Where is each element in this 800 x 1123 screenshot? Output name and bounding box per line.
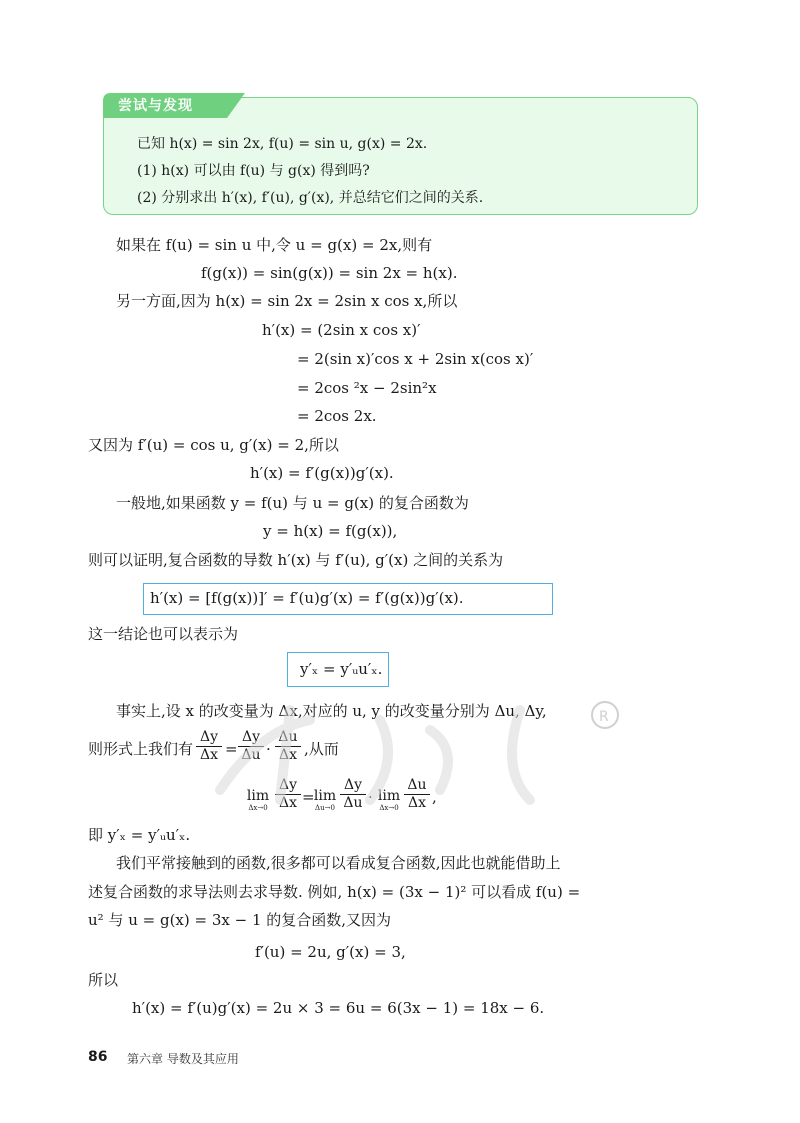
- fraction-numerator: Δy: [241, 729, 261, 745]
- paragraph-4: 一般地,如果函数 y = f(u) 与 u = g(x) 的复合函数为: [116, 494, 469, 512]
- limit-word: lim: [313, 788, 337, 804]
- paragraph-1: 如果在 f(u) = sin u 中,令 u = g(x) = 2x,则有: [116, 236, 433, 254]
- page-number: 86: [88, 1049, 108, 1065]
- discover-line-1: 已知 h(x) = sin 2x, f(u) = sin u, g(x) = 2x.: [137, 136, 428, 152]
- equals-sign: =: [225, 740, 238, 758]
- equation-7: f′(u) = 2u, g′(x) = 3,: [255, 943, 406, 961]
- comma: ,: [432, 788, 437, 806]
- discover-line-2: (1) h(x) 可以由 f(u) 与 g(x) 得到吗?: [137, 163, 370, 179]
- dot-operator: ·: [368, 788, 373, 806]
- equation-3: h′(x) = f′(g(x))g′(x).: [250, 464, 394, 482]
- paragraph-2: 另一方面,因为 h(x) = sin 2x = 2sin x cos x,所以: [116, 292, 458, 310]
- fraction-numerator: Δu: [278, 729, 298, 745]
- svg-text:R: R: [599, 709, 609, 725]
- paragraph-8-prefix: 则形式上我们有: [88, 740, 194, 758]
- fraction-numerator: Δy: [343, 777, 363, 793]
- limit-word: lim: [377, 788, 401, 804]
- paragraph-7: 事实上,设 x 的改变量为 Δx,对应的 u, y 的改变量分别为 Δu, Δy,: [116, 702, 547, 720]
- chapter-title: 第六章 导数及其应用: [127, 1052, 239, 1066]
- paragraph-6: 这一结论也可以表示为: [88, 625, 239, 643]
- fraction-numerator: Δy: [278, 777, 298, 793]
- equation-6: y′ₓ = y′ᵤu′ₓ.: [300, 660, 383, 678]
- fraction-denominator: Δu: [343, 795, 363, 811]
- equation-2c: = 2cos ²x − 2sin²x: [297, 379, 437, 397]
- discover-line-3: (2) 分别求出 h′(x), f′(u), g′(x), 并总结它们之间的关系.: [137, 190, 484, 206]
- fraction-numerator: Δu: [407, 777, 427, 793]
- limit-subscript: Δx→0: [379, 804, 399, 812]
- equation-2b: = 2(sin x)′cos x + 2sin x(cos x)′: [297, 350, 534, 368]
- dot-operator: ·: [266, 740, 271, 758]
- paragraph-10: 我们平常接触到的函数,很多都可以看成复合函数,因此也就能借助上: [116, 854, 561, 872]
- fraction-numerator: Δy: [199, 729, 219, 745]
- limit-subscript: Δx→0: [248, 804, 268, 812]
- discover-title: 尝试与发现: [118, 98, 193, 114]
- fraction-denominator: Δu: [241, 747, 261, 763]
- publisher-watermark: [200, 690, 630, 810]
- equation-5: h′(x) = [f(g(x))]′ = f′(u)g′(x) = f′(g(x))g′(x).: [150, 589, 464, 607]
- paragraph-3: 又因为 f′(u) = cos u, g′(x) = 2,所以: [88, 436, 339, 454]
- equals-sign: =: [302, 788, 315, 806]
- fraction-denominator: Δx: [199, 747, 218, 763]
- limit-subscript: Δu→0: [315, 804, 335, 812]
- paragraph-8-suffix: ,从而: [304, 740, 339, 758]
- equation-2a: h′(x) = (2sin x cos x)′: [262, 321, 421, 339]
- paragraph-13: 所以: [88, 971, 119, 989]
- fraction-denominator: Δx: [278, 747, 297, 763]
- equation-8: h′(x) = f′(u)g′(x) = 2u × 3 = 6u = 6(3x − 1) = 18x − 6.: [132, 999, 545, 1017]
- equation-1: f(g(x)) = sin(g(x)) = sin 2x = h(x).: [201, 264, 458, 282]
- limit-word: lim: [246, 788, 270, 804]
- paragraph-12: u² 与 u = g(x) = 3x − 1 的复合函数,又因为: [88, 911, 392, 929]
- paragraph-5: 则可以证明,复合函数的导数 h′(x) 与 f′(u), g′(x) 之间的关系为: [88, 551, 504, 569]
- fraction-denominator: Δx: [278, 795, 297, 811]
- equation-2d: = 2cos 2x.: [297, 407, 377, 425]
- paragraph-11: 述复合函数的求导法则去求导数. 例如, h(x) = (3x − 1)² 可以看成 f(u) =: [88, 883, 581, 901]
- fraction-denominator: Δx: [407, 795, 426, 811]
- paragraph-9: 即 y′ₓ = y′ᵤu′ₓ.: [88, 826, 191, 844]
- equation-4: y = h(x) = f(g(x)),: [263, 522, 398, 540]
